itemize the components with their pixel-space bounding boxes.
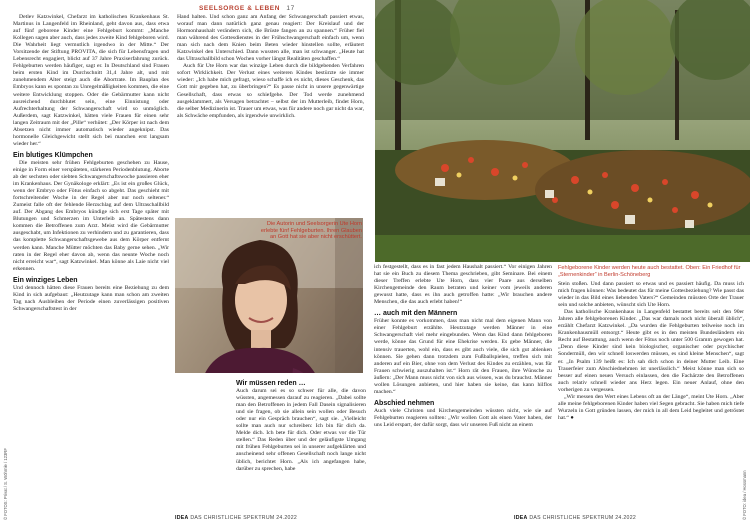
subheading: Wir müssen reden …: [236, 380, 306, 387]
paragraph: Das katholische Krankenhaus in Langenfeld bestattet bereits seit den 90er Jahren alle fehlgeborenen Kinder. „Das war damals noch nicht überall üblich“, erzählt Chefarzt Katzwinkel. „Da wurden die Fehlgeburten teilweise noch im Krankenhausmüll entsorgt.“ Heute gibt es in den meisten Bundesländern ein Recht auf Bestattung, auch wenn der Fötus noch unter 500 Gramm gewogen hat. „Denn diese Kinder sind kein biologischer, organischer oder psychischer Sondermüll, den wir schnell loswerden müssen, es sind kleine Menschen“, sagt er. „In Psalm 139 heißt es: Ich sah dich schon in deiner Mutter Leib. Eine Trauerfeier zum Abschiednehmen ist unerlässlich.“ Meist könne man sich so besser auf einen neuen Versuch einlassen, den die Fachärzte den Betroffenen auch relativ schnell wieder ans Herz legen. Ein neuer Anlauf, ohne den vorherigen zu vergessen.: [558, 309, 744, 393]
paragraph: Stein stoßen. Und dann passiert so etwas und es passiert häufig. Da muss ich mich fragen können: Was bedeutet das für meine Gottesbeziehung? Wie passt das wieder in das Bild eines liebenden Vaters?“ Gemeinden müssten Orte der Trauer sein und solche anbieten, wünscht sich Ute Horn.: [558, 281, 744, 309]
paragraph: Auch viele Christen und Kirchengemeinden wüssten nicht, wie sie auf Fehlgeburten reagieren sollten: „Wir wollen Gott als einen Vater haben, der uns Leid erspart, der dafür sorgt, dass wir unseren Fuß nicht an einem: [374, 407, 552, 428]
column-2-bottom: [236, 376, 366, 473]
cemetery-photo: [375, 0, 750, 262]
paragraph: Früher konnte es vorkommen, dass man nicht mal dem eigenen Mann von einer Fehlgeburt erzählte. Heutzutage werden Männer in eine Schwangerschaft viel mehr eingebunden. Wenn das Kind dann fehlgeboren werde, könne das Grund für eine Ehekrise werden. Es gebe Männer, die intensiv trauerten, wohl ein, dass es gibt auch viele, die sich gut ablenken können. Sie gehen dann trotzdem zum Fußballspielen, treffen sich mit anderen auf ein Bier, ohne von dem Verlust des Kindes zu erzählen, was für Frauen schwierig auszuhalten ist.“ Horn rät den Frauen, ihre Wünsche zu äußern: „Der Mann muss nicht von sich aus wissen, was du brauchst. Männer wollen Lösungen anbieten, und hier haben sie keine, das kann hilflos machen.“: [374, 318, 552, 395]
portrait-photo: [175, 218, 363, 373]
column-1: [13, 14, 169, 313]
column-4: [558, 281, 744, 422]
cemetery-caption: Fehlgeborene Kinder werden heute auch bestattet. Oben: Ein Friedhof für „Sternenkinder“ in Berlin-Schöneberg: [558, 265, 741, 278]
column-2-top: [177, 14, 364, 120]
footer-text: DAS CHRISTLICHE SPEKTRUM 24.2022: [529, 515, 637, 521]
paragraph: Und dennoch hätten diese Frauen bereits eine Beziehung zu dem Kind in sich aufgebaut: „Heutzutage kann man schon am zweiten Tag nach Ausbleiben der Periode einen zuverlässigen positiven Schwangerschaftstest in der: [13, 284, 169, 312]
cemetery-illustration: [375, 0, 750, 262]
subheading: … auch mit den Männern: [374, 310, 458, 318]
portrait-caption: Die Autorin und Seelsorgerin Ute Horn erlebte fünf Fehlgeburten. Ihren Glauben an Gott hat sie aber nicht erschüttert.: [260, 221, 362, 241]
footer-left: [175, 515, 297, 521]
footer-brand: IDEA: [514, 515, 528, 521]
page-header: [199, 5, 295, 12]
paragraph: ich festgestellt, dass es in fast jedem Haushalt passiert.“ Vor einigen Jahren hat sie ein Buch zu diesem Thema geschrieben, gibt Seminare. Bei einem dieser Treffen erlebte Ute Horn, dass vier Paare aus derselben Kirchengemeinde den Raum betraten und keiner vom jeweils anderen gewusst hatte, dass es ihn auch getroffen hatte: „Wir brauchen andere Menschen, die das auch erlebt haben!“: [374, 264, 552, 306]
portrait-illustration: [175, 218, 363, 373]
footer-right: [514, 515, 636, 521]
photo-credit-right: © FOTO: idea / Hossmann: [742, 470, 747, 520]
page-number: 17: [286, 5, 295, 12]
footer-text: DAS CHRISTLICHE SPEKTRUM 24.2022: [190, 515, 298, 521]
subheading: Abschied nehmen: [374, 399, 435, 407]
paragraph: Auch darum sei es so schwer für alle, die davon wüssten, angemessen darauf zu reagieren. „Dabei sollte man den Betroffenen in jedem Fall Dasein signalisieren und sie fragen, ob sie allein sein wollen oder Besuch oder nur ein Gespräch brauchen“, sagt sie. „Vielleicht sollte man auch nur schreiben: Ich bin für dich da. Melde dich. Ich bete für dich. Oder etwas vor die Tür stellen.“ Das Reden über und der geläufigste Umgang mit frühen Fehlgeburten sei in unserer aufgeklärten und anscheinend sehr offenen Gesellschaft noch lange nicht üblich, berichtet Horn. „Als ich angefangen habe, darüber zu sprechen, habe: [236, 388, 366, 472]
paragraph: Hand halten. Und schon ganz am Anfang der Schwangerschaft passiert etwas, worauf man dann natürlich ganz genau reagiert: Der Kreislauf und der Hormonhaushalt verändern sich, die Brüste fangen an zu spannen.“ Früher fiel man während des Gottesdienstes in der Frühschwangerschaft einfach um, wenn man sich nach dem Knien beim Beten wieder hinstellen sollte, erläutert Katzwinkel den Unterschied. Dann wussten alle, man ist schwanger. „Heute hat das Ultraschallbild schon Wochen vorher längst Realitäten geschaffen.“: [177, 14, 364, 63]
paragraph: „Wir messen den Wert eines Lebens oft an der Länge“, meint Ute Horn. „Aber alle meine fehlgeborenen Kinder haben viel Segen gebracht. Sie haben mich tiefe Wurzeln in Gott gründen lassen, der mich in all dem Leid begleitet und getröstet hat.“ ●: [558, 393, 744, 421]
column-3: [374, 264, 552, 429]
paragraph: Die meisten sehr frühen Fehlgeburten geschehen zu Hause, einige in Form einer verspäteten, stärkeren Periodenblutung. Aborte ab der sechsten oder siebten Schwangerschaftswoche passieren eher im Krankenhaus. Der Gynäkologe erklärt: „Es ist ein großes Glück, wenn der Embryo oder Fötus einfach so abgeht. Das geschieht mit fortschreitender Woche in der Regel aber nur noch seltener.“ Zumeist falle oft der fehlende Herzschlag auf dem Ultraschallbild auf. Der Abgang des Embryos kündige sich erst Tage später mit Blutungen und Schmerzen im Unterleib an. Spätestens dann kommen die Betroffenen zum Arzt. Meist wird die Gebärmutter ausgeschabt, um Infektionen zu verhindern und zu garantieren, dass das komplette Schwangerschaftsgewebe aus dem Körper entfernt werden kann. Manche Mütter möchten das Baby gerne sehen. „Wir raten in der Regel eher davon ab, wenn das neunte Woche noch nicht erreicht war“, sagt Katzwinkel. Man könne als Laie nicht viel erkennen.: [13, 159, 169, 272]
subheading: Ein blutiges Klümpchen: [13, 151, 93, 159]
photo-credit-left: © FOTOS: Privat / S. Wöhrnle / 123RF: [3, 448, 8, 520]
section-title: SEELSORGE & LEBEN: [199, 5, 280, 12]
paragraph: Detlev Katzwinkel, Chefarzt im katholischen Krankenhaus St. Martinus in Langenfeld im Rheinland, geht davon aus, dass etwa auf fünf geborene Kinder eine Fehlgeburt kommt: „Manche Kollegen sagen aber auch, dass jedes zweite Kind fehlgeboren wird. Die Wahrheit liegt vermutlich irgendwo in der Mitte.“ Der Vorsitzende der Stiftung PROVITA, die sich für Lebensfragen und Lebensrecht engagiert, blickt auf 37 Jahre Praxiserfahrung zurück. Fehlgeburten werden häufiger, sagt er. In Deutschland sind Frauen beim ersten Kind im Durchschnitt 31,4 Jahre alt, und mit zunehmendem Alter steigt auch die Abortrate. Im Bauplan des Embryos kann es spontan zu Unregelmäßigkeiten kommen, die eine weitere Entwicklung stoppen. Oder die Gebärmutter kann nicht ausreichend durchblutet sein, eine Einnistung oder Aufrechterhaltung der Schwangerschaft wird so unmöglich. Außerdem, sagt Katzwinkel, hätten viele Frauen für einen sehr langen Zeitraum mit der „Pille“ verhütet: „Der Körper ist nach dem Absetzen nicht immer automatisch wieder angeknipst. Das hormonelle Gleichgewicht stellt sich bei manchen erst langsam wieder her.“: [13, 14, 169, 147]
footer-brand: IDEA: [175, 515, 189, 521]
paragraph: Auch für Ute Horn war das winzige Leben durch die bildgebenden Verfahren sofort Wirklichkeit. Der Verlust eines weiteren Kindes bestürzte sie immer wieder: „Ich habe mich gefragt, wieso schaffe ich es nicht, dieses Geschenk, das Gott mir gegeben hat, zu überbringen?“ Es passe nicht in unsere gegenwärtige Gesellschaft, dass etwas so schiefgehe. Der Tod werde zunehmend ausgeklammert, als Versagen betrachtet – selbst der im Mutterleib, findet Horn, die selber Medizinerin ist. Trauer um etwas, was für andere noch gar nicht da war, als Schwäche empfunden, als irgendwie unwirklich.: [177, 63, 364, 119]
subheading: Ein winziges Leben: [13, 276, 78, 284]
